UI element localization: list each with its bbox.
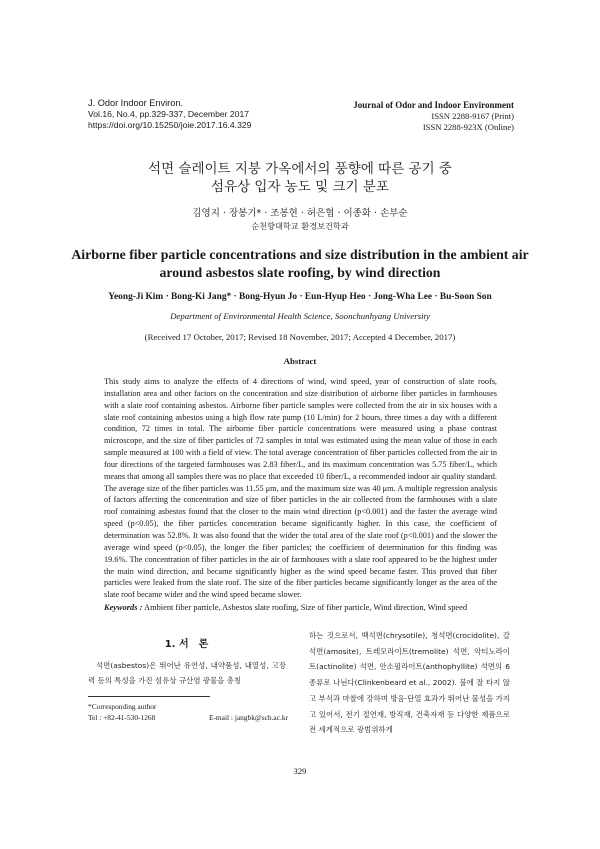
journal-header-right <box>353 100 514 133</box>
keywords-text: Ambient fiber particle, Asbestos slate roofing, Size of fiber particle, Wind direction, Wind speed <box>144 603 468 612</box>
volume-pages: Vol.16, No.4, pp.329-337, December 2017 <box>88 109 250 119</box>
journal-header-left <box>88 98 251 131</box>
korean-title-line-2: 섬유상 입자 농도 및 크기 분포 <box>211 179 389 195</box>
issn-print: ISSN 2288-9167 (Print) <box>431 111 514 121</box>
keywords <box>104 603 504 612</box>
korean-authors: 김영지 · 장봉기* · 조봉현 · 허은협 · 이종화 · 손부순 <box>192 208 408 219</box>
footnote-divider <box>88 696 210 697</box>
abstract-heading: Abstract <box>283 356 317 366</box>
korean-title-line-1: 석면 슬레이트 지붕 가옥에서의 풍향에 따른 공기 중 <box>148 161 452 177</box>
journal-full-name: Journal of Odor and Indoor Environment <box>353 100 514 110</box>
korean-title <box>0 160 600 196</box>
english-title: Airborne fiber particle concentrations and size distribution in the ambient air around asbestos slate roofing, by wind direction <box>71 247 529 280</box>
issn-online: ISSN 2288-923X (Online) <box>422 122 514 132</box>
keywords-label: Keywords : <box>104 603 143 612</box>
english-affiliation: Department of Environmental Health Science, Soonchunhyang University <box>170 311 430 321</box>
author-email[interactable]: E-mail : jangbk@sch.ac.kr <box>208 713 288 722</box>
author-tel: Tel : +82-41-530-1268 <box>88 713 156 722</box>
corresponding-author-note: *Corresponding author <box>88 702 157 711</box>
left-column-text <box>88 658 286 688</box>
page-number: 329 <box>293 766 307 776</box>
doi-link[interactable]: https://doi.org/10.15250/joie.2017.16.4.329 <box>88 120 252 130</box>
korean-affiliation: 순천향대학교 환경보건학과 <box>251 221 349 231</box>
received-dates: (Received 17 October, 2017; Revised 18 November, 2017; Accepted 4 December, 2017) <box>144 332 456 342</box>
abstract-body: This study aims to analyze the effects of 4 directions of wind, wind speed, year of construction of slate roofs, installation area and other factors on the concentration and size distribution of airborne fiber particles in farmhouses with a slate roof containing asbestos. Airborne fiber particle samples were collected from the air in six houses with a slate roof containing asbestos using a high flow rate pump (10 L/min) for 2 hours, three times a day with a different condition, 72 times in total. The airborne fiber particle concentrations were measured using a phase contrast microscope, and the size of fiber particles of 72 samples in total was estimated using the mean value of those in each sample measured at 100 with a field of view. The total average concentration of fiber particles collected from the air in four directions of the targeted farmhouses was 2.83 fiber/L, and its maximum concentration was 5.75 fiber/L, which means that among all samples there was no place that exceeded 10 fiber/L, a recommended indoor air quality standard. The average size of the fiber particles was 11.55 μm, and the maximum size was 40 μm. A multiple regression analysis of factors affecting the concentration and size of fiber particles in the air collected from the farmhouses with a slate roof containing asbestos found that the closer to the main wind direction (p<0.001) and the faster the average wind speed (p<0.05), the fiber particles concentration became significantly higher. In this case, the coefficient of determination was 52.8%. It was also found that the wider the total area of the slate roof (p<0.001) and the slower the average wind speed (p<0.05), the longer the fiber particles; the coefficient of determination for this finding was 19.6%. The concentration of fiber particles in the air of farmhouses with a slate roof appeared to be the highest under the main wind direction, and became significantly higher as the wind speed became faster. This proved that fiber particles were leaked from the slate roof. The size of the fiber particles became significantly longer as the area of the slate roof became wider and the wind speed became slower. <box>104 377 497 600</box>
intro-paragraph-start: 석면(asbestos)은 뛰어난 유연성, 내약품성, 내열성, 고장력 등의 특성을 가진 섬유상 규산염 광물을 총칭 <box>88 661 286 686</box>
english-authors: Yeong-Ji Kim · Bong-Ki Jang* · Bong-Hyun Jo · Eun-Hyup Heo · Jong-Wha Lee · Bu-Soon Son <box>108 292 492 302</box>
journal-short-name: J. Odor Indoor Environ. <box>88 98 183 108</box>
right-column-text: 하는 것으로서, 백석면(chrysotile), 청석면(crocidolite), 갈석면(amosite), 트레모라이트(tremolite) 석면, 악티노라이트(actinolite) 석면, 안소필라이트(anthophyllite) 석면의 6종류로 나뉜다(Clinkenbeard et al., 2002). 불에 잘 타지 않고 부식과 마찰에 강하며 방음·단열 효과가 뛰어난 물성을 가지고 있어서, 전기 절연재, 방직재, 건축자재 등 다양한 제품으로 전 세계적으로 광범위하게 <box>309 631 510 735</box>
section-heading-introduction: 1. 서 론 <box>164 639 209 650</box>
footnote <box>88 701 288 723</box>
